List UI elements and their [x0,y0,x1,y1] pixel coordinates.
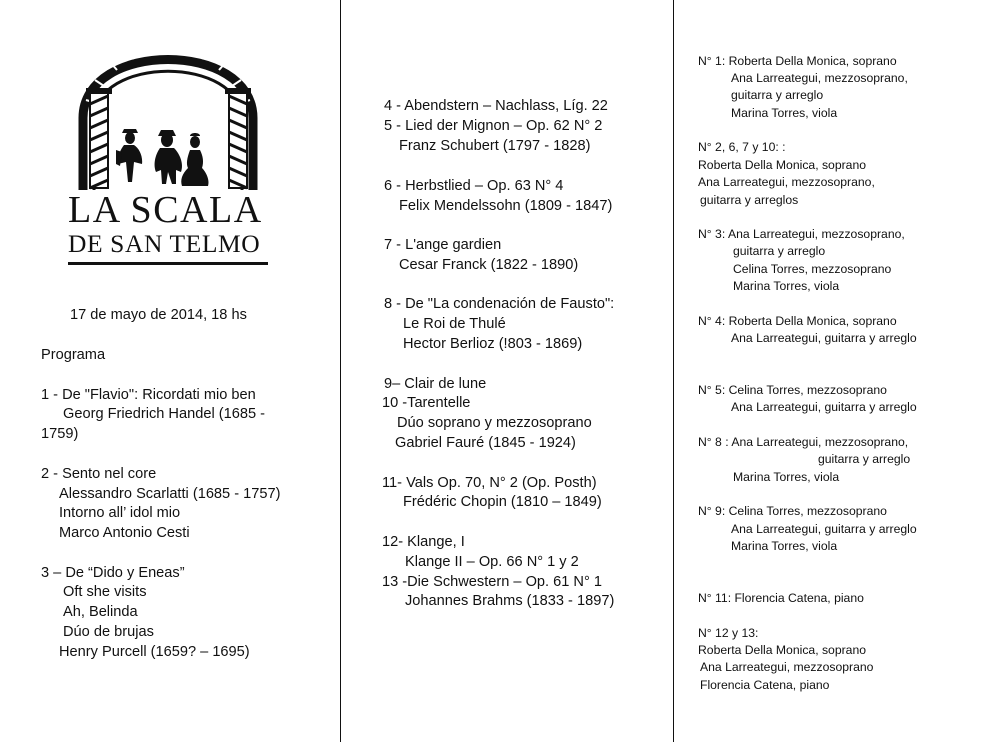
performer-line: Celina Torres, mezzosoprano [733,262,892,276]
program-item: 2 - Sento nel core [41,466,157,482]
logo-underline [68,262,268,265]
program-item: 6 - Herbstlied – Op. 63 N° 4 [384,178,564,194]
program-item: Le Roi de Thulé [403,316,506,332]
program-item: Oft she visits [63,584,147,600]
program-composer: Cesar Franck (1822 - 1890) [399,257,579,273]
logo-subtitle: DE SAN TELMO [68,229,261,258]
performer-line: N° 9: Celina Torres, mezzosoprano [698,504,887,518]
performer-line: N° 2, 6, 7 y 10: : [698,140,786,154]
program-composer: Marco Antonio Cesti [59,525,190,541]
program-composer: Franz Schubert (1797 - 1828) [399,138,591,154]
performer-line: guitarra y arreglo [731,88,824,102]
performer-line: Ana Larreategui, guitarra y arreglo [731,522,917,536]
program-item: Klange II – Op. 66 N° 1 y 2 [405,554,579,570]
program-item: Dúo de brujas [63,624,154,640]
program-item: 10 -Tarentelle [382,395,471,411]
concert-date: 17 de mayo de 2014, 18 hs [70,307,247,323]
performer-line: Ana Larreategui, mezzosoprano, [731,71,908,85]
program-item: 11- Vals Op. 70, N° 2 (Op. Posth) [382,475,597,491]
program-item: Intorno all’ idol mio [59,505,181,521]
program-composer: Johannes Brahms (1833 - 1897) [405,593,615,609]
program-item: 7 - L'ange gardien [384,237,502,253]
program-item: Dúo soprano y mezzosoprano [397,415,592,431]
program-composer: Georg Friedrich Handel (1685 - [63,406,265,422]
performer-line: Ana Larreategui, mezzosoprano [700,660,874,674]
performer-line: Marina Torres, viola [731,539,838,553]
performer-line: N° 4: Roberta Della Monica, soprano [698,314,897,328]
performer-line: Marina Torres, viola [733,470,840,484]
performer-line: guitarra y arreglos [700,193,799,207]
performer-line: Marina Torres, viola [731,106,838,120]
program-item: 8 - De "La condenación de Fausto": [384,296,615,312]
program-heading: Programa [41,347,106,363]
performer-line: Ana Larreategui, guitarra y arreglo [731,400,917,414]
performer-line: Roberta Della Monica, soprano [698,158,867,172]
program-item: 5 - Lied der Mignon – Op. 62 N° 2 [384,118,603,134]
performer-line: N° 12 y 13: [698,626,759,640]
program-composer: Felix Mendelssohn (1809 - 1847) [399,198,613,214]
program-item: 9– Clair de lune [384,376,487,392]
performer-line: N° 8 : Ana Larreategui, mezzosoprano, [698,435,909,449]
program-composer: 1759) [41,426,79,442]
performer-line: Marina Torres, viola [733,279,840,293]
program-composer: Hector Berlioz (!803 - 1869) [403,336,583,352]
performer-line: N° 1: Roberta Della Monica, soprano [698,54,897,68]
program-item: 4 - Abendstern – Nachlass, Líg. 22 [384,98,608,114]
performer-line: guitarra y arreglo [818,452,911,466]
program-composer: Frédéric Chopin (1810 – 1849) [403,494,602,510]
performer-line: Ana Larreategui, guitarra y arreglo [731,331,917,345]
program-item: 13 -Die Schwestern – Op. 61 N° 1 [382,574,602,590]
program-item: 1 - De "Flavio": Ricordati mio ben [41,387,256,403]
program-composer: Alessandro Scarlatti (1685 - 1757) [59,486,281,502]
program-composer: Gabriel Fauré (1845 - 1924) [395,435,576,451]
performer-line: guitarra y arreglo [733,244,826,258]
performer-line: N° 3: Ana Larreategui, mezzosoprano, [698,227,905,241]
logo-title: LA SCALA [68,189,263,231]
performer-line: Florencia Catena, piano [700,678,830,692]
program-item: 12- Klange, I [382,534,465,550]
performer-line: N° 11: Florencia Catena, piano [698,591,864,605]
performer-line: N° 5: Celina Torres, mezzosoprano [698,383,887,397]
program-item: Ah, Belinda [63,604,138,620]
program-composer: Henry Purcell (1659? – 1695) [59,644,250,660]
performer-line: Roberta Della Monica, soprano [698,643,867,657]
performer-line: Ana Larreategui, mezzosoprano, [698,175,875,189]
program-item: 3 – De “Dido y Eneas” [41,565,185,581]
